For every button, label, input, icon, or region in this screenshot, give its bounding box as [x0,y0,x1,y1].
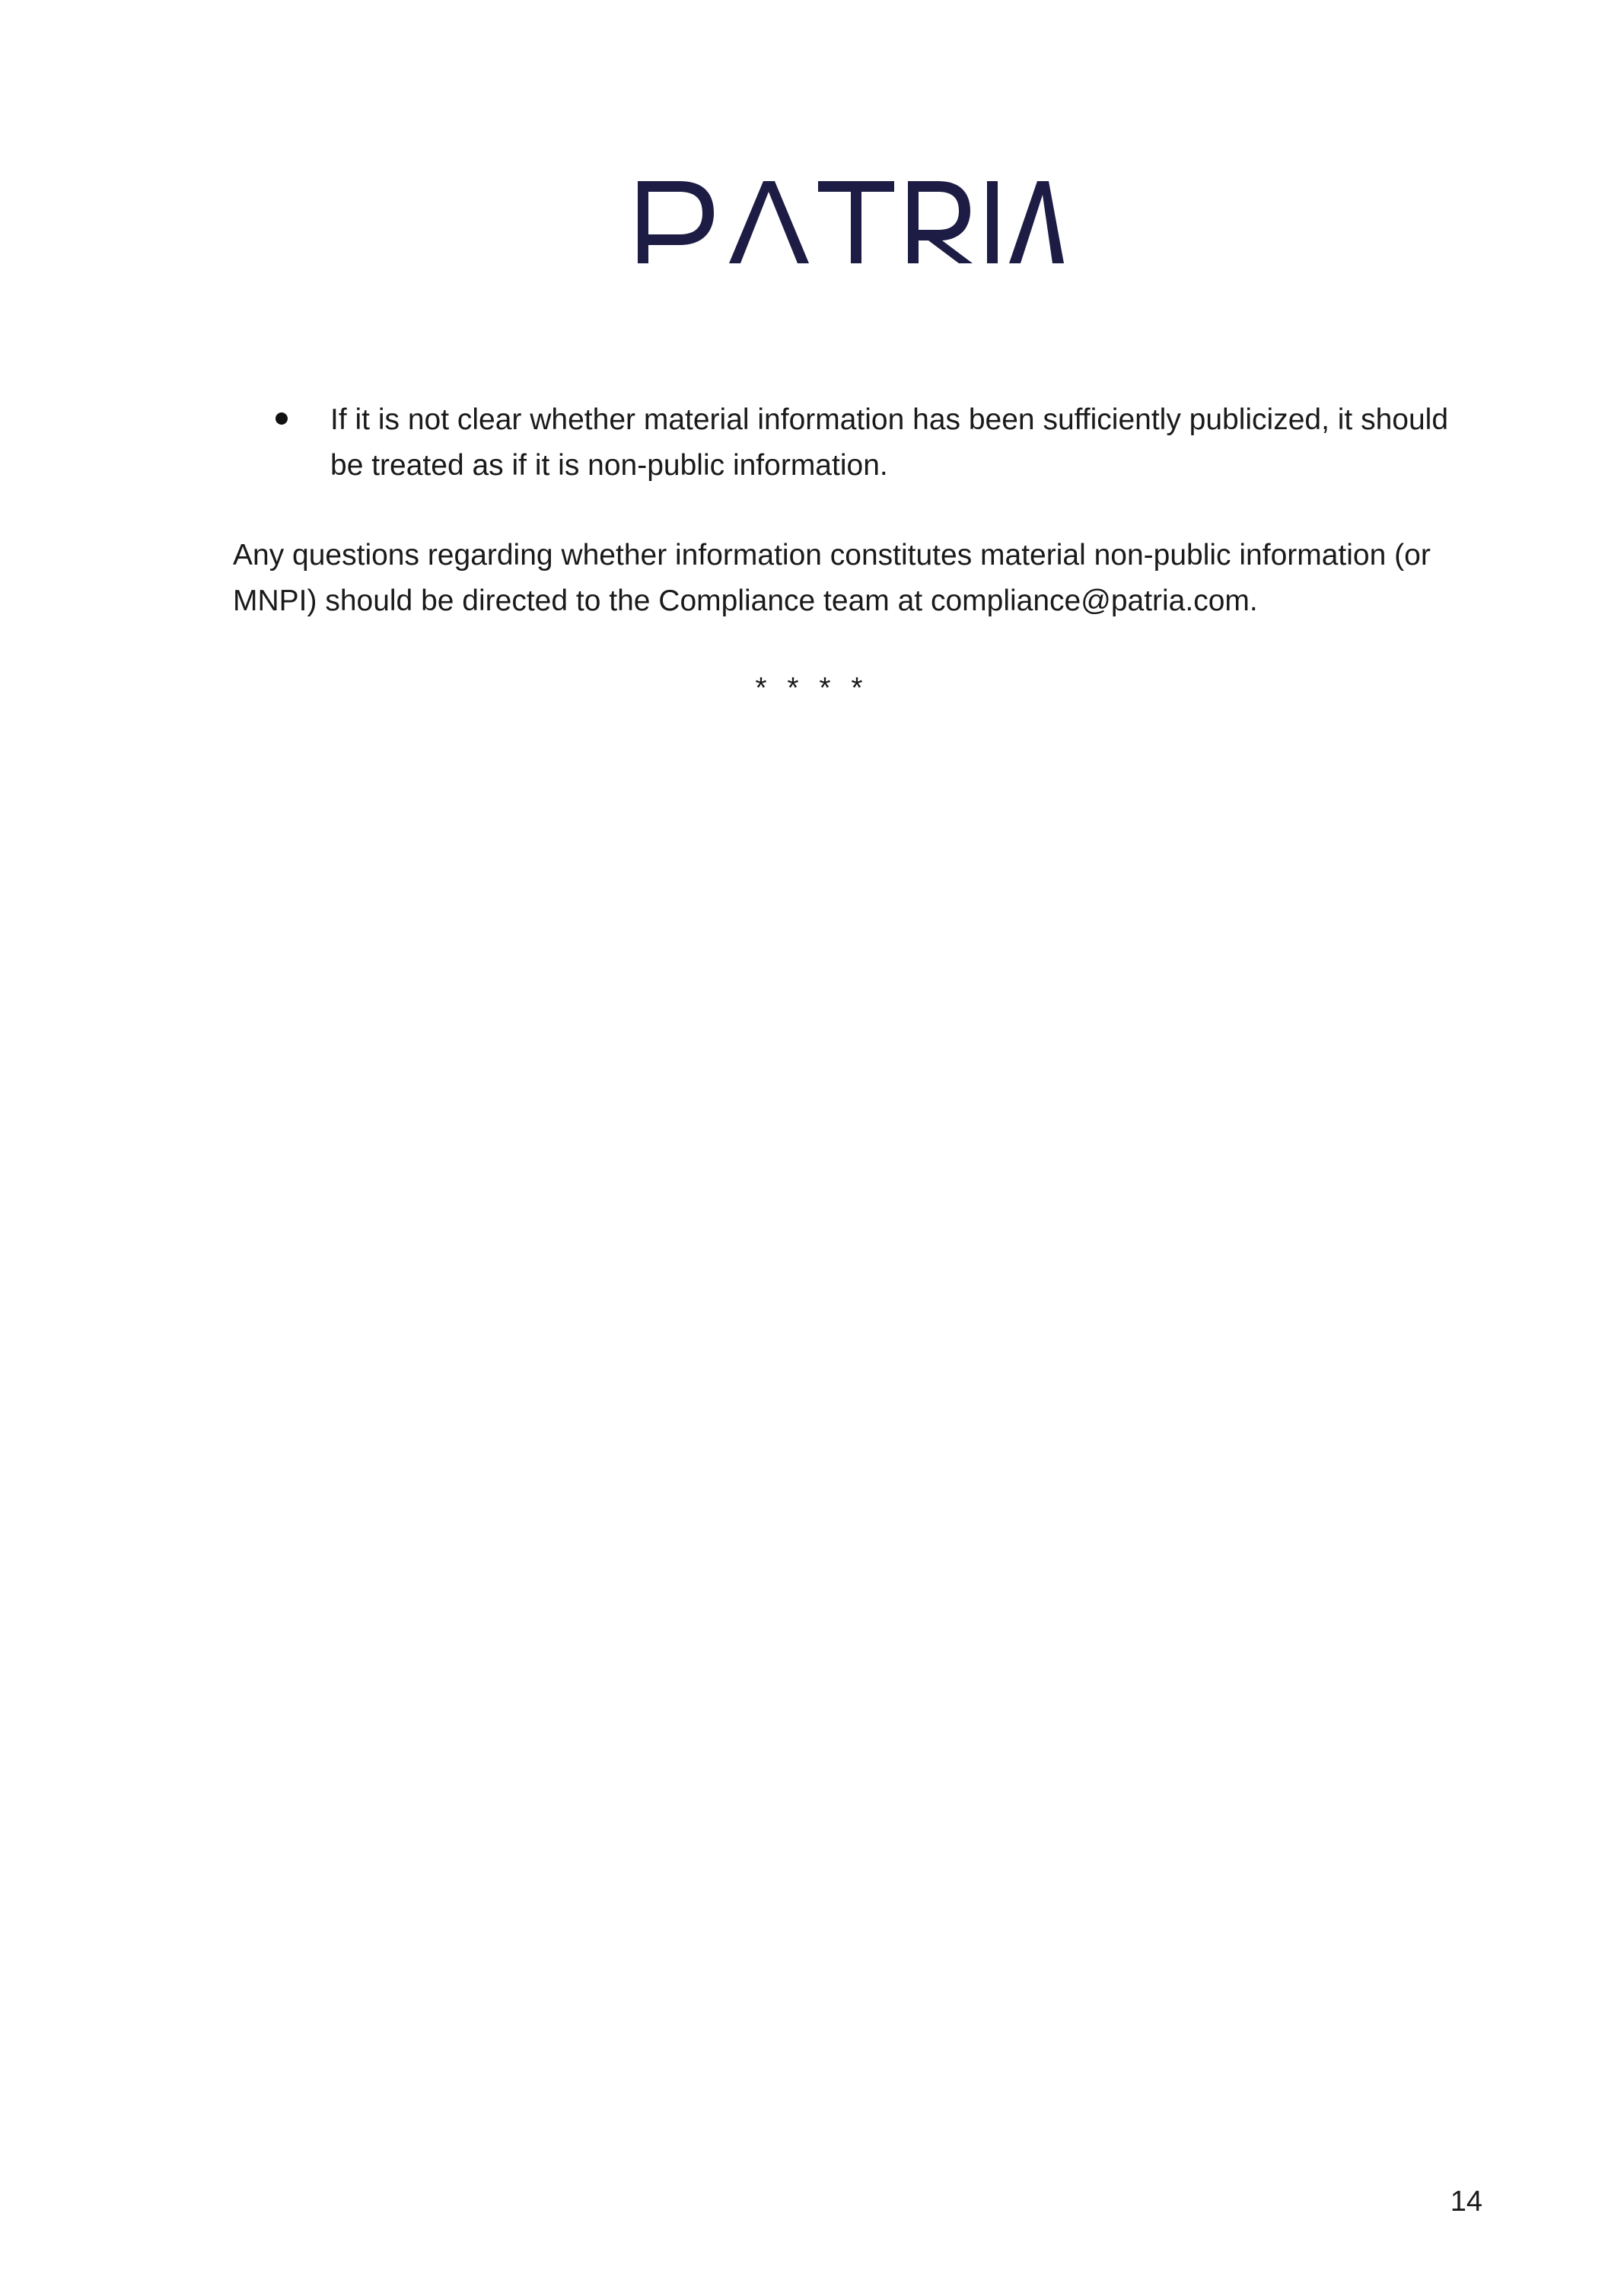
bullet-text: If it is not clear whether material information has been sufficiently publicized, it should be treated as if it is non-public information. [330,403,1449,482]
compliance-paragraph: Any questions regarding whether information constitutes material non-public information (or MNPI) should be directed to the Compliance team at compliance@patria.com. [233,539,1431,617]
page-number: 14 [1450,2186,1482,2218]
patria-logo [638,175,1064,266]
section-separator: * * * * [755,672,869,705]
bullet-point-icon [275,412,288,425]
